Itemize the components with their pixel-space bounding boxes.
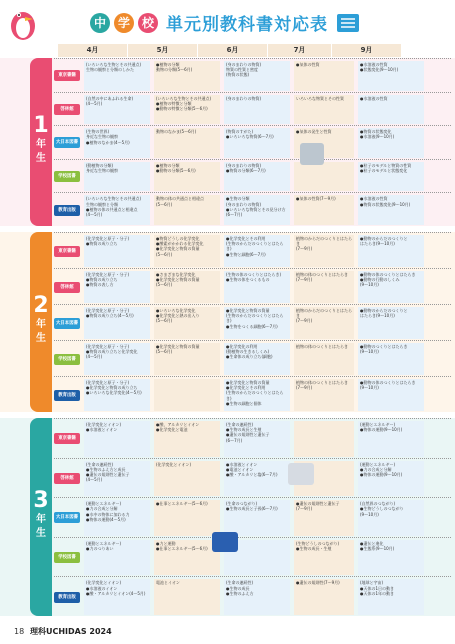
table-row <box>54 92 451 126</box>
month-april: 4月 <box>58 44 128 57</box>
publisher-label: 教育出版 <box>54 205 80 216</box>
grade-nen: 年 <box>36 139 46 150</box>
table-cell: (身のまわりの物質) ●物質の分類(6〜7月) <box>224 162 290 192</box>
table-cell: ●酸、アルカリとイオン ●化学変化と電池 <box>154 421 220 457</box>
table-row <box>54 232 451 268</box>
publisher-label: 学校図書 <box>54 552 80 563</box>
page-number: 18 <box>14 627 25 636</box>
publisher-label: 大日本図書 <box>54 512 80 523</box>
table-cell: (身のまわりの物質) 物質の性質と密度 (物質の状態) <box>224 61 290 91</box>
publisher-label: 教育出版 <box>54 592 80 603</box>
publisher-label: 教育出版 <box>54 390 80 401</box>
page-footer <box>0 622 455 644</box>
table-cell: ●動物のからだのつくりと はたらき(9〜10月) <box>358 235 424 267</box>
table-cell: ●化学変化の利用 (動植物の生きるしくみ) ●生命体の成り立ち(細胞) <box>224 343 290 375</box>
table-row <box>54 192 451 226</box>
book-icon <box>336 12 360 34</box>
table-cell: (いろいろな生物とその共通点) 生物の観察と分類 ●植物の体の共通点と相違点 (4〜5月) <box>84 195 150 225</box>
table-row <box>54 268 451 304</box>
table-cell: ●水溶液の性質 ●物質の状態変化(9〜10月) <box>358 195 424 225</box>
table-cell: 植物のからだのつくりとはたらき (7〜9月) <box>294 307 354 339</box>
publisher-label: 東京書籍 <box>54 246 80 257</box>
table-cell: (動植物の分類) 身近な生物の観察 <box>84 162 150 192</box>
table-cell: ●遺伝の規則性と遺伝子 (7〜9月) <box>294 500 354 536</box>
table-cell <box>294 162 354 192</box>
table-cell: (化学変化と原子・分子) ●物質の成り立ち <box>84 235 150 267</box>
table-row <box>54 376 451 412</box>
table-row <box>54 418 451 458</box>
table-cell: ●気体の性質 <box>294 61 354 91</box>
table-cell: (化学変化と原子・分子) ●物質の成り立ちと化学変化 (4〜5月) <box>84 343 150 375</box>
table-cell: (運動とエネルギー) ●物体の運動(9〜10月) <box>358 421 424 457</box>
header-badge-gaku: 学 <box>114 13 134 33</box>
table-cell: (化学変化と原子・分子) ●化学変化と物質の成り立ち ●いろいろな化学変化(4〜5月) <box>84 379 150 411</box>
table-cell: ●遺伝と進化 ●生態系(9〜10月) <box>358 540 424 576</box>
table-cell: (いろいろな生物とその共通点) 生物の観察と分類のしかた <box>84 61 150 91</box>
table-cell: ●動物のつくりとはたらき (9〜10月) <box>358 343 424 375</box>
table-cell: ●水溶液の性質 <box>358 95 424 125</box>
table-cell: (生物の体のつくりとはたらき) ●生物の体をつくるもの <box>224 271 290 303</box>
table-cell: (自然界のつながり) ●生物どうしのつながり (9〜10月) <box>358 500 424 536</box>
table-cell: (化学変化とイオン) <box>154 461 220 497</box>
table-cell: 植物のからだのつくりとはたらき (7〜9月) <box>294 235 354 267</box>
table-cell: 動物の体の共通点と相違点 (5〜6月) <box>154 195 220 225</box>
table-cell <box>154 379 220 411</box>
table-cell: (化学変化と原子・分子) ●物質の成り立ち(4〜5月) <box>84 307 150 339</box>
table-cell <box>294 421 354 457</box>
month-may: 5月 <box>128 44 198 57</box>
table-cell: (生物の世界) 身近な生物の観察 ●植物のなかま(4〜5月) <box>84 128 150 158</box>
table-row <box>54 58 451 92</box>
table-row <box>54 576 451 616</box>
table-cell: ●遺伝の規則性(7〜9月) <box>294 579 354 615</box>
header-badge-kou: 校 <box>138 13 158 33</box>
table-cell: (自然の中にあふれる生命) (4〜5月) <box>84 95 150 125</box>
table-cell: (生命の連続性) ●生物のふえ方と成長 ●遺伝の規則性と遺伝子 (4〜5月) <box>84 461 150 497</box>
grade-sei: 生 <box>36 528 46 539</box>
table-cell: (地球と宇宙) ●天体の1日の動き ●天体の1年の動き <box>358 579 424 615</box>
table-cell: ●いろいろな化学変化 ●化学変化と熱の出入り (5〜6月) <box>154 307 220 339</box>
table-cell: ●気体の発生と性質 <box>294 128 354 158</box>
table-cell: (生物どうしのつながり) ●生物の成長・生殖 <box>294 540 354 576</box>
grade-label <box>30 58 52 226</box>
grade-number: 2 <box>33 293 49 318</box>
table-cell: ●植物の分類 ●動物の分類(5〜6月) <box>154 162 220 192</box>
table-cell: (身のまわりの物質) <box>224 95 290 125</box>
table-cell: ●物質どうしの化学変化 ●酸素がかかわる化学変化 ●化学変化と物質の質量 (5〜6月) <box>154 235 220 267</box>
table-cell: 植物の体のつくりとはたらき (7〜9月) <box>294 271 354 303</box>
table-cell: 電池とイオン <box>154 579 220 615</box>
publisher-label: 学校図書 <box>54 354 80 365</box>
table-row <box>54 458 451 498</box>
table-row <box>54 159 451 193</box>
table-row <box>54 340 451 376</box>
table-cell: ●化学変化とその利用 (生物のからだのつくりとはたらき) ●生物と細胞(6〜7月) <box>224 235 290 267</box>
month-july: 7月 <box>268 44 332 57</box>
publisher-label: 学校図書 <box>54 171 80 182</box>
table-cell: (化学変化とイオン) ●水溶液のイオン ●酸・アルカリとイオン(4〜5月) <box>84 579 150 615</box>
publisher-label: 東京書籍 <box>54 70 80 81</box>
publisher-label: 東京書籍 <box>54 433 80 444</box>
table-cell: 植物の体のつくりとはたらき <box>294 343 354 375</box>
table-cell: ●気体の性質(7〜9月) <box>294 195 354 225</box>
lab-flask-photo <box>300 143 324 165</box>
table-cell: (生命のつながり) ●生物の成長と子孫(6〜7月) <box>224 500 290 536</box>
grade-sei: 生 <box>36 333 46 344</box>
table-cell: (化学変化と原子・分子) ●物質の成り立ち ●物質の表し方 <box>84 271 150 303</box>
table-cell: ●物質の状態変化 ●水溶液(9〜10月) <box>358 128 424 158</box>
table-cell: (運動とエネルギー) ●力のつりあい <box>84 540 150 576</box>
publisher-label: 啓林館 <box>54 104 80 115</box>
table-cell: ●化学変化と物質の質量 ●化学変化とその利用 (生物のからだのつくりとはたらき) ●生物の細胞と個体 <box>224 379 290 411</box>
grade-label <box>30 418 52 616</box>
month-june: 6月 <box>198 44 268 57</box>
grade-number: 1 <box>33 113 49 138</box>
table-cell: (運動とエネルギー) ●力の合成と分解 ●水中の物体に加わる力 ●物体の運動(4〜5月) <box>84 500 150 536</box>
header-badge-chu: 中 <box>90 13 110 33</box>
table-cell: ●仕事とエネルギー(5〜6月) <box>154 500 220 536</box>
table-cell: ●化学変化と物質の質量 (5〜6月) <box>154 343 220 375</box>
publisher-label: 啓林館 <box>54 282 80 293</box>
table-cell: (生命の連続性) ●生物の成長 ●生物のふえ方 <box>224 579 290 615</box>
publisher-label: 大日本図書 <box>54 318 80 329</box>
grade-label <box>30 232 52 412</box>
grade-number: 3 <box>33 488 49 513</box>
table-cell: ●水溶液とイオン ●電池とイオン ●酸・アルカリと塩(6〜7月) <box>224 461 290 497</box>
dna-model-photo <box>288 463 314 485</box>
table-cell: ●植物の分類 動物の分類(5〜6月) <box>154 61 220 91</box>
table-cell: (生命の連続性) ●生物の成長と生殖 ●遺伝の規則性と遺伝子 (6〜7月) <box>224 421 290 457</box>
table-cell: (化学変化とイオン) ●水溶液とイオン <box>84 421 150 457</box>
table-row <box>54 304 451 340</box>
table-cell: ●化学変化と物質の質量 (生物のからだのつくりとはたらき) ●生物をつくる細胞(6〜7月) <box>224 307 290 339</box>
table-row <box>54 497 451 537</box>
table-cell: (物質のすがた) ●いろいろな物質(6〜7月) <box>224 128 290 158</box>
table-cell: ●動物の体のつくりとはたらき (9〜10月) <box>358 379 424 411</box>
page-title: 単元別教科書対応表 <box>166 15 328 35</box>
table-cell: ●粒子のモデルと物質の性質 ●粒子のモデルと状態変化 <box>358 162 424 192</box>
month-header <box>58 44 451 57</box>
grade-sei: 生 <box>36 153 46 164</box>
publisher-label: 大日本図書 <box>54 137 80 148</box>
battery-device-photo <box>212 532 238 552</box>
table-cell: ●水溶液の性質 ●状態変化(9〜10月) <box>358 61 424 91</box>
table-cell: いろいろな物質とその性質 <box>294 95 354 125</box>
table-row <box>54 537 451 577</box>
month-september: 9月 <box>332 44 402 57</box>
table-cell: ●生物の分類 (身のまわりの物質) ●いろいろな物質とその見分け方 (6〜7月) <box>224 195 290 225</box>
table-cell: (運動とエネルギー) ●力の合成と分解 ●物体の運動(9〜10月) <box>358 461 424 497</box>
table-cell: ●さまざまな化学変化 ●化学変化と物質の質量 (5〜6月) <box>154 271 220 303</box>
publisher-label: 啓林館 <box>54 473 80 484</box>
grade-nen: 年 <box>36 319 46 330</box>
table-cell: ●動物の体のつくりとはたらき ●動物の行動のしくみ (9〜10月) <box>358 271 424 303</box>
penguin-mascot-icon <box>6 2 40 42</box>
table-cell: (いろいろな生物とその共通点) ●植物の特徴と分類 ●動物の特徴と分類(5〜6月) <box>154 95 220 125</box>
table-cell: ●力と運動 ●仕事とエネルギー(5〜6月) <box>154 540 220 576</box>
table-cell: 植物の体のつくりとはたらき (7〜9月) <box>294 379 354 411</box>
table-cell: ●動物のからだのつくりと はたらき(9〜10月) <box>358 307 424 339</box>
page-header <box>0 0 455 44</box>
table-row <box>54 125 451 159</box>
brand-name: 理科UCHIDAS 2024 <box>30 627 112 636</box>
grade-nen: 年 <box>36 514 46 525</box>
table-cell: 動物のなかま(5〜6月) <box>154 128 220 158</box>
